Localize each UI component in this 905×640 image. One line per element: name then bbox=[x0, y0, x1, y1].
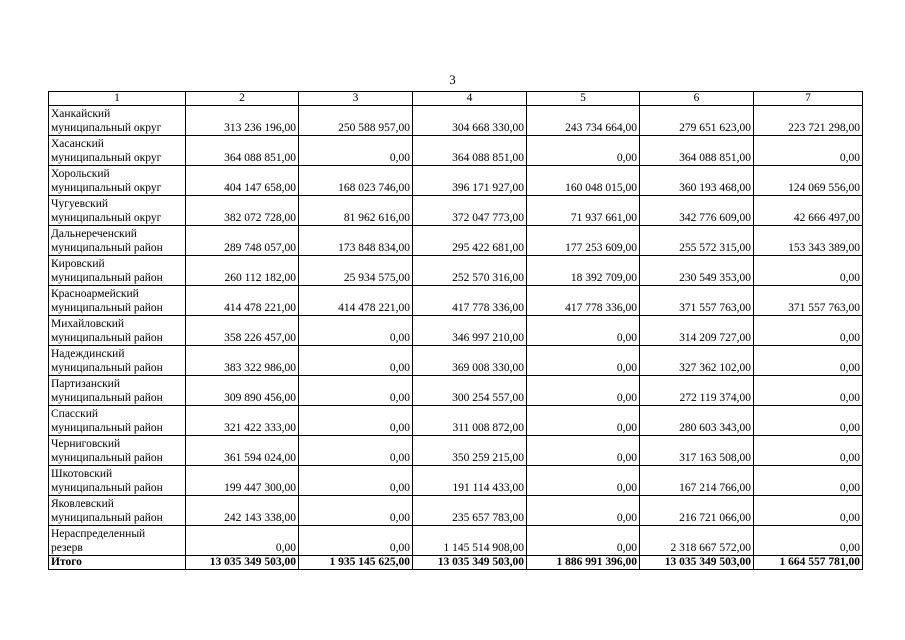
value-cell: 404 147 658,00 bbox=[186, 166, 299, 196]
total-value-cell: 1 886 991 396,00 bbox=[527, 556, 640, 570]
municipality-name-line: Надеждинский bbox=[51, 348, 125, 360]
total-value-cell: 13 035 349 503,00 bbox=[640, 556, 754, 570]
value-cell: 255 572 315,00 bbox=[640, 226, 754, 256]
value-cell: 383 322 986,00 bbox=[186, 346, 299, 376]
value-cell: 0,00 bbox=[527, 466, 640, 496]
value-cell: 177 253 609,00 bbox=[527, 226, 640, 256]
value-cell: 230 549 353,00 bbox=[640, 256, 754, 286]
value-cell: 0,00 bbox=[527, 496, 640, 526]
value-cell: 280 603 343,00 bbox=[640, 406, 754, 436]
value-cell: 0,00 bbox=[299, 136, 413, 166]
value-cell: 1 145 514 908,00 bbox=[413, 526, 527, 556]
value-cell: 314 209 727,00 bbox=[640, 316, 754, 346]
value-cell: 309 890 456,00 bbox=[186, 376, 299, 406]
municipality-name-cell bbox=[49, 106, 186, 136]
value-cell: 300 254 557,00 bbox=[413, 376, 527, 406]
value-cell: 260 112 182,00 bbox=[186, 256, 299, 286]
value-cell: 0,00 bbox=[186, 526, 299, 556]
table-row bbox=[49, 406, 863, 436]
municipality-name-line: Михайловский bbox=[51, 318, 125, 330]
value-cell: 0,00 bbox=[527, 316, 640, 346]
municipality-name-cell bbox=[49, 376, 186, 406]
column-header: 1 bbox=[49, 92, 186, 106]
value-cell: 0,00 bbox=[754, 316, 863, 346]
municipality-name-line: Дальнереченский bbox=[51, 228, 137, 240]
value-cell: 0,00 bbox=[299, 436, 413, 466]
value-cell: 364 088 851,00 bbox=[640, 136, 754, 166]
municipality-name-line: Ханкайский bbox=[51, 108, 111, 120]
value-cell: 0,00 bbox=[299, 316, 413, 346]
column-number-row bbox=[49, 92, 863, 106]
municipality-name-line: муниципальный район bbox=[51, 482, 163, 494]
value-cell: 42 666 497,00 bbox=[754, 196, 863, 226]
municipality-name-line: муниципальный район bbox=[51, 422, 163, 434]
municipality-name-cell bbox=[49, 466, 186, 496]
municipality-name-cell bbox=[49, 166, 186, 196]
column-header: 5 bbox=[527, 92, 640, 106]
total-row bbox=[49, 556, 863, 570]
value-cell: 0,00 bbox=[527, 376, 640, 406]
table-row bbox=[49, 376, 863, 406]
value-cell: 272 119 374,00 bbox=[640, 376, 754, 406]
value-cell: 371 557 763,00 bbox=[754, 286, 863, 316]
municipality-name-line: Чугуевский bbox=[51, 198, 109, 210]
municipality-name-cell bbox=[49, 316, 186, 346]
municipality-name-cell bbox=[49, 256, 186, 286]
municipality-name-cell bbox=[49, 436, 186, 466]
value-cell: 313 236 196,00 bbox=[186, 106, 299, 136]
value-cell: 361 594 024,00 bbox=[186, 436, 299, 466]
budget-table bbox=[48, 91, 863, 570]
table-row bbox=[49, 256, 863, 286]
column-header: 7 bbox=[754, 92, 863, 106]
value-cell: 396 171 927,00 bbox=[413, 166, 527, 196]
value-cell: 0,00 bbox=[754, 466, 863, 496]
table-row bbox=[49, 166, 863, 196]
total-value-cell: 1 935 145 625,00 bbox=[299, 556, 413, 570]
municipality-name-line: муниципальный район bbox=[51, 242, 163, 254]
value-cell: 18 392 709,00 bbox=[527, 256, 640, 286]
value-cell: 414 478 221,00 bbox=[186, 286, 299, 316]
value-cell: 81 962 616,00 bbox=[299, 196, 413, 226]
value-cell: 346 997 210,00 bbox=[413, 316, 527, 346]
municipality-name-line: Хорольский bbox=[51, 168, 110, 180]
municipality-name-cell bbox=[49, 346, 186, 376]
value-cell: 0,00 bbox=[299, 406, 413, 436]
value-cell: 350 259 215,00 bbox=[413, 436, 527, 466]
value-cell: 0,00 bbox=[754, 136, 863, 166]
value-cell: 342 776 609,00 bbox=[640, 196, 754, 226]
municipality-name-line: Спасский bbox=[51, 408, 99, 420]
value-cell: 382 072 728,00 bbox=[186, 196, 299, 226]
municipality-name-line: Нераспределенный bbox=[51, 528, 146, 540]
table-row bbox=[49, 136, 863, 166]
municipality-name-cell bbox=[49, 226, 186, 256]
municipality-name-line: муниципальный район bbox=[51, 452, 163, 464]
municipality-name-line: муниципальный район bbox=[51, 302, 163, 314]
value-cell: 153 343 389,00 bbox=[754, 226, 863, 256]
value-cell: 2 318 667 572,00 bbox=[640, 526, 754, 556]
value-cell: 417 778 336,00 bbox=[413, 286, 527, 316]
value-cell: 371 557 763,00 bbox=[640, 286, 754, 316]
municipality-name-line: муниципальный район bbox=[51, 272, 163, 284]
municipality-name-cell bbox=[49, 136, 186, 166]
municipality-name-line: Черниговский bbox=[51, 438, 121, 450]
value-cell: 279 651 623,00 bbox=[640, 106, 754, 136]
municipality-name-line: муниципальный район bbox=[51, 332, 163, 344]
value-cell: 0,00 bbox=[754, 256, 863, 286]
municipality-name-line: муниципальный округ bbox=[51, 152, 162, 164]
value-cell: 235 657 783,00 bbox=[413, 496, 527, 526]
value-cell: 0,00 bbox=[754, 346, 863, 376]
page-number: 3 bbox=[449, 72, 456, 87]
table-row bbox=[49, 346, 863, 376]
value-cell: 0,00 bbox=[527, 406, 640, 436]
table-row bbox=[49, 436, 863, 466]
table-row bbox=[49, 286, 863, 316]
value-cell: 0,00 bbox=[527, 136, 640, 166]
municipality-name-line: муниципальный округ bbox=[51, 182, 162, 194]
value-cell: 0,00 bbox=[299, 496, 413, 526]
column-header: 4 bbox=[413, 92, 527, 106]
value-cell: 252 570 316,00 bbox=[413, 256, 527, 286]
total-value-cell: 13 035 349 503,00 bbox=[413, 556, 527, 570]
municipality-name-line: муниципальный район bbox=[51, 512, 163, 524]
municipality-name-line: Кировский bbox=[51, 258, 105, 270]
value-cell: 358 226 457,00 bbox=[186, 316, 299, 346]
table-row bbox=[49, 106, 863, 136]
municipality-name-line: муниципальный округ bbox=[51, 212, 162, 224]
value-cell: 369 008 330,00 bbox=[413, 346, 527, 376]
value-cell: 311 008 872,00 bbox=[413, 406, 527, 436]
total-label: Итого bbox=[49, 556, 186, 570]
value-cell: 295 422 681,00 bbox=[413, 226, 527, 256]
municipality-name-line: Хасанский bbox=[51, 138, 104, 150]
municipality-name-line: резерв bbox=[51, 542, 83, 554]
value-cell: 199 447 300,00 bbox=[186, 466, 299, 496]
value-cell: 0,00 bbox=[754, 406, 863, 436]
value-cell: 289 748 057,00 bbox=[186, 226, 299, 256]
value-cell: 250 588 957,00 bbox=[299, 106, 413, 136]
column-header: 3 bbox=[299, 92, 413, 106]
value-cell: 372 047 773,00 bbox=[413, 196, 527, 226]
value-cell: 304 668 330,00 bbox=[413, 106, 527, 136]
value-cell: 71 937 661,00 bbox=[527, 196, 640, 226]
municipality-name-cell bbox=[49, 286, 186, 316]
municipality-name-line: Шкотовский bbox=[51, 468, 113, 480]
value-cell: 0,00 bbox=[527, 526, 640, 556]
municipality-name-line: Красноармейский bbox=[51, 288, 139, 300]
value-cell: 0,00 bbox=[754, 526, 863, 556]
value-cell: 160 048 015,00 bbox=[527, 166, 640, 196]
table-row bbox=[49, 526, 863, 556]
value-cell: 0,00 bbox=[754, 436, 863, 466]
municipality-name-line: муниципальный округ bbox=[51, 122, 162, 134]
value-cell: 243 734 664,00 bbox=[527, 106, 640, 136]
value-cell: 0,00 bbox=[299, 526, 413, 556]
value-cell: 168 023 746,00 bbox=[299, 166, 413, 196]
value-cell: 0,00 bbox=[299, 466, 413, 496]
municipality-name-cell bbox=[49, 496, 186, 526]
value-cell: 414 478 221,00 bbox=[299, 286, 413, 316]
column-header: 6 bbox=[640, 92, 754, 106]
table-row bbox=[49, 226, 863, 256]
value-cell: 167 214 766,00 bbox=[640, 466, 754, 496]
municipality-name-line: муниципальный район bbox=[51, 362, 163, 374]
value-cell: 417 778 336,00 bbox=[527, 286, 640, 316]
value-cell: 0,00 bbox=[299, 346, 413, 376]
column-header: 2 bbox=[186, 92, 299, 106]
value-cell: 364 088 851,00 bbox=[186, 136, 299, 166]
value-cell: 0,00 bbox=[527, 436, 640, 466]
value-cell: 317 163 508,00 bbox=[640, 436, 754, 466]
value-cell: 0,00 bbox=[299, 376, 413, 406]
municipality-name-line: муниципальный район bbox=[51, 392, 163, 404]
municipality-name-cell bbox=[49, 406, 186, 436]
value-cell: 0,00 bbox=[754, 376, 863, 406]
value-cell: 216 721 066,00 bbox=[640, 496, 754, 526]
total-value-cell: 13 035 349 503,00 bbox=[186, 556, 299, 570]
value-cell: 0,00 bbox=[754, 496, 863, 526]
value-cell: 25 934 575,00 bbox=[299, 256, 413, 286]
table-row bbox=[49, 466, 863, 496]
value-cell: 223 721 298,00 bbox=[754, 106, 863, 136]
municipality-name-cell bbox=[49, 196, 186, 226]
value-cell: 124 069 556,00 bbox=[754, 166, 863, 196]
table-row bbox=[49, 496, 863, 526]
municipality-name-line: Партизанский bbox=[51, 378, 120, 390]
total-value-cell: 1 664 557 781,00 bbox=[754, 556, 863, 570]
value-cell: 360 193 468,00 bbox=[640, 166, 754, 196]
value-cell: 364 088 851,00 bbox=[413, 136, 527, 166]
value-cell: 173 848 834,00 bbox=[299, 226, 413, 256]
municipality-name-line: Яковлевский bbox=[51, 498, 114, 510]
table-row bbox=[49, 196, 863, 226]
municipality-name-cell bbox=[49, 526, 186, 556]
value-cell: 242 143 338,00 bbox=[186, 496, 299, 526]
table-row bbox=[49, 316, 863, 346]
value-cell: 0,00 bbox=[527, 346, 640, 376]
value-cell: 327 362 102,00 bbox=[640, 346, 754, 376]
value-cell: 321 422 333,00 bbox=[186, 406, 299, 436]
value-cell: 191 114 433,00 bbox=[413, 466, 527, 496]
